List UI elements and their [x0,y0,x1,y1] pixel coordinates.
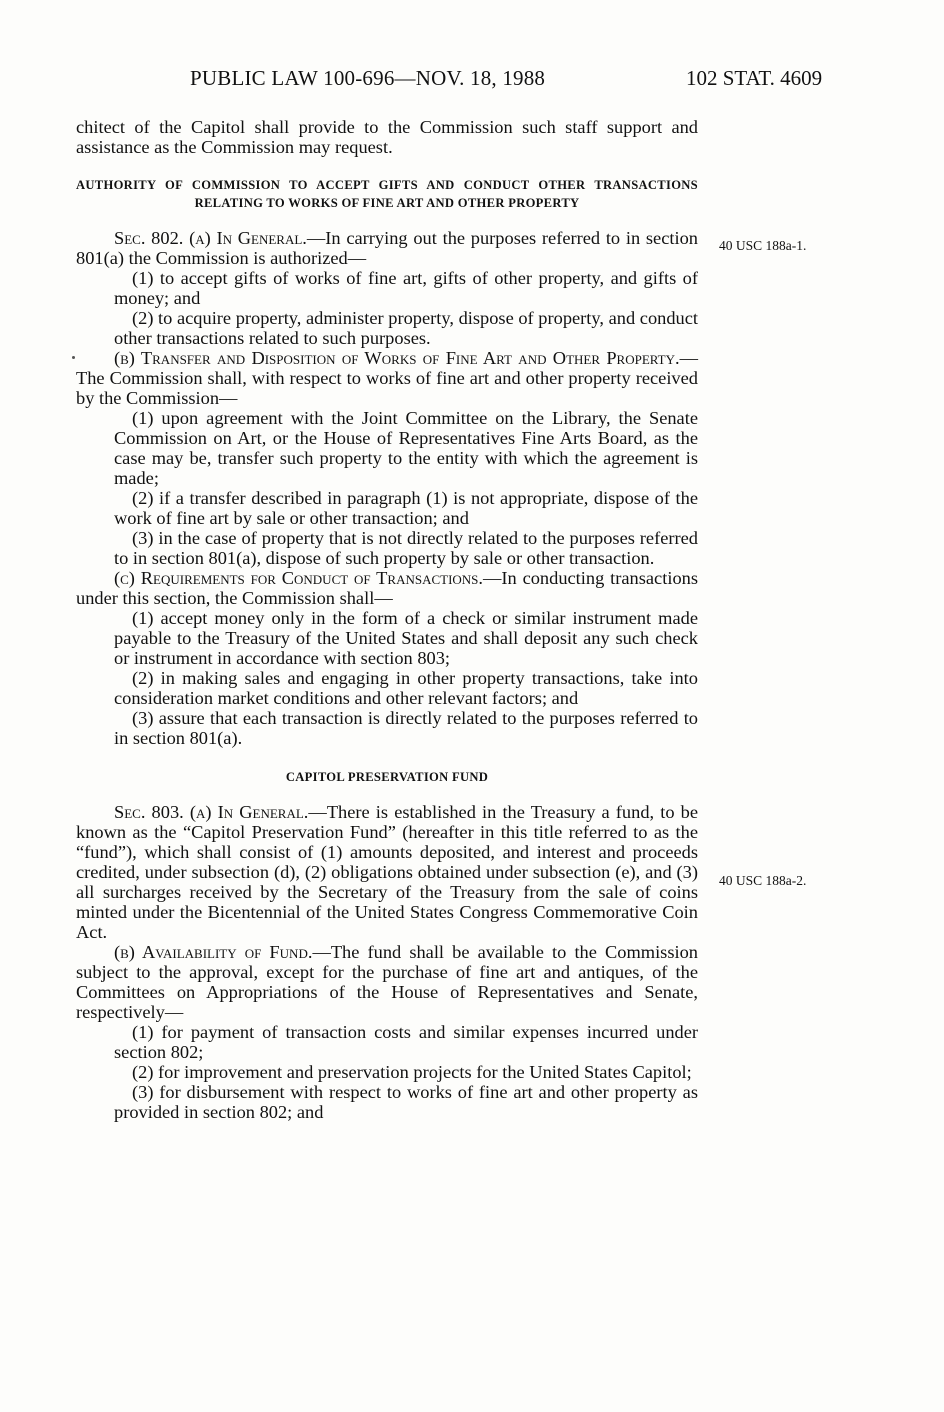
subsection-caption: (a) In General. [189,228,307,248]
statute-body [76,117,698,1122]
section-label: Sec. 803. [114,802,184,822]
section-heading-802: AUTHORITY OF COMMISSION TO ACCEPT GIFTS AND CONDUCT OTHER TRANSACTIONS RELATING TO WORKS OF FINE ART AND OTHER PROPERTY [76,178,698,210]
subsection-caption: (a) In General. [189,802,309,822]
running-header-title: PUBLIC LAW 100-696—NOV. 18, 1988 [190,66,546,90]
sec802-b-item-1: (1) upon agreement with the Joint Committee on the Library, the Senate Commission on Art, or the House of Representatives Fine Arts Board, as the case may be, transfer such property to the entity with which the agreement is made; [114,408,698,488]
section-label: Sec. 802. [114,228,184,248]
subsection-text: —The fund shall be available to the Commission subject to the approval, except for the purchase of fine art and antiques, of the Committees on Appropriations of the House of Representatives and Senate, respectively— [76,942,698,1022]
sec802-c-item-1: (1) accept money only in the form of a check or similar instrument made payable to the Treasury of the United States and shall deposit any such check or instrument in accordance with section 803; [114,608,698,668]
sec802-b-item-2: (2) if a transfer described in paragraph (1) is not appropriate, dispose of the work of fine art by sale or other transaction; and [114,488,698,528]
subsection-text: —In conducting transactions under this section, the Commission shall— [76,568,698,608]
sec803-b-item-3: (3) for disbursement with respect to works of fine art and other property as provided in section 802; and [114,1082,698,1122]
running-header-stat-page: 102 STAT. 4609 [686,66,823,90]
subsection-caption: (b) Transfer and Disposition of Works of Fine Art and Other Property. [114,348,680,368]
subsection-caption: (b) Availability of Fund. [114,942,313,962]
sec802-subsection-a [76,228,698,268]
sec802-c-item-3: (3) assure that each transaction is directly related to the purposes referred to in section 801(a). [114,708,698,748]
subsection-text: —There is established in the Treasury a fund, to be known as the “Capitol Preservation Fund” (hereafter in this title referred to as the “fund”), which shall consist of (1) amounts deposited, and interest and proceeds credited, under subsection (d), (2) obligations obtained under subsection (e), and (3) all surcharges received by the Secretary of the Treasury from the sale of coins minted under the Bicentennial of the United States Congress Commemorative Coin Act. [76,802,699,942]
sec802-subsection-c [76,568,698,608]
sec802-a-item-2: (2) to acquire property, administer property, dispose of property, and conduct other transactions related to such purposes. [114,308,698,348]
sec803-subsection-a [76,802,698,942]
section-heading-803: CAPITOL PRESERVATION FUND [285,770,489,784]
subsection-caption: (c) Requirements for Conduct of Transactions. [114,568,484,588]
sec803-b-item-2: (2) for improvement and preservation projects for the United States Capitol; [132,1062,692,1082]
sec803-subsection-b [76,942,698,1022]
margin-note-sec802: 40 USC 188a-1. [719,238,807,253]
subsection-text: —In carrying out the purposes referred to in section 801(a) the Commission is authorized— [76,228,698,268]
sec802-c-item-2: (2) in making sales and engaging in other property transactions, take into consideration market conditions and other relevant factors; and [114,668,698,708]
subsection-text: —The Commission shall, with respect to works of fine art and other property received by the Commission— [76,348,698,408]
margin-note-sec803: 40 USC 188a-2. [719,873,807,888]
sec802-subsection-b [76,348,698,408]
continuation-paragraph: chitect of the Capitol shall provide to the Commission such staff support and assistance as the Commission may request. [76,117,698,157]
sec803-b-item-1: (1) for payment of transaction costs and similar expenses incurred under section 802; [114,1022,698,1062]
sec802-b-item-3: (3) in the case of property that is not directly related to the purposes referred to in section 801(a), dispose of such property by sale or other transaction. [114,528,698,568]
scan-speck [72,356,75,359]
sec802-a-item-1: (1) to accept gifts of works of fine art, gifts of other property, and gifts of money; and [114,268,698,308]
